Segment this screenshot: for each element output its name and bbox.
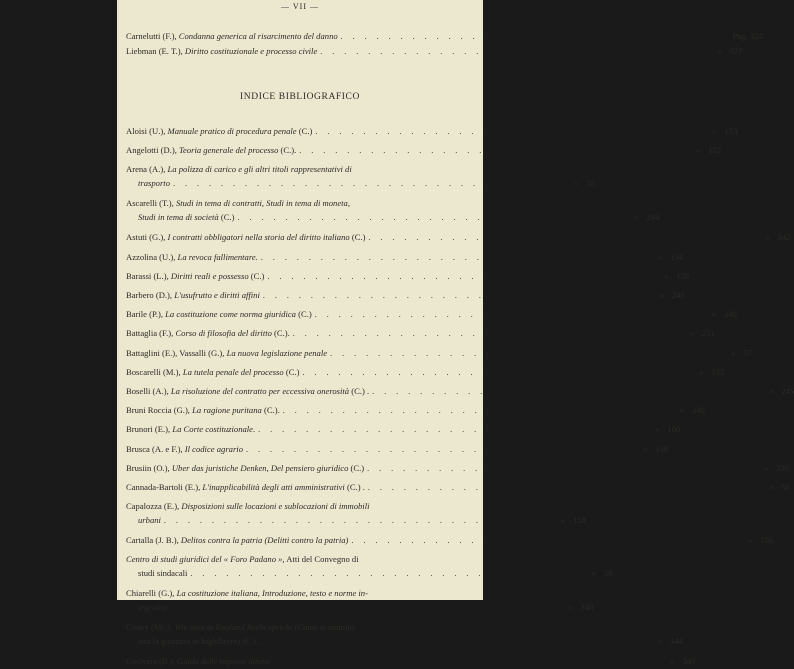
entry-author: Cocivera (B.), bbox=[126, 656, 178, 667]
entry-suffix: (C.) bbox=[348, 462, 365, 473]
ditto-mark: » bbox=[574, 178, 579, 189]
entry-title-rest: (Come si ammini- bbox=[292, 622, 358, 633]
bibliography-entry bbox=[126, 365, 725, 380]
bibliography-entry bbox=[126, 196, 660, 225]
entry-author: Capalozza (E.), bbox=[126, 501, 182, 512]
dot-leader: . . . . . . . . . . . . . . . . . . . . . . . . . . . . . . . . bbox=[315, 127, 694, 136]
entry-page-number: 57 bbox=[743, 347, 753, 358]
entry-page-number: 158 bbox=[573, 515, 586, 526]
entry-suffix: (C.). bbox=[278, 145, 297, 156]
bibliography-entry bbox=[126, 654, 696, 669]
entry-page-ref bbox=[636, 422, 680, 436]
entry-title: Disposizioni sulle locazioni e sublocazioni di immobili bbox=[181, 501, 370, 512]
entry-title: La costituzione come norma giuridica bbox=[165, 309, 296, 320]
entry-title-rest: Atti del Convegno di bbox=[284, 554, 359, 565]
entry-author: Barassi (L.), bbox=[126, 270, 171, 281]
ditto-mark: » bbox=[654, 424, 660, 435]
dot-leader: . . . . . . . . . . . . . . . . . . . . . . . . . . . . . . . . bbox=[302, 367, 681, 377]
entry-page-ref bbox=[639, 634, 683, 648]
entry-title-continued: tegrative bbox=[138, 602, 169, 613]
entry-suffix: (C.) . bbox=[349, 386, 370, 396]
entry-author: Chiarelli (G.), bbox=[126, 588, 177, 599]
entry-author: Angelotti (D.), bbox=[126, 145, 179, 156]
ditto-mark: » bbox=[748, 535, 753, 546]
entry-page-number: 153 bbox=[724, 126, 738, 136]
entry-page-number: 342 bbox=[777, 232, 791, 243]
entry-page-number: 55 bbox=[586, 178, 595, 189]
bibliography-entry bbox=[126, 162, 595, 191]
entry-title: L'usufrutto e diritti affini bbox=[174, 290, 260, 300]
entry-page-ref bbox=[746, 230, 790, 244]
entry-page-number: 160 bbox=[667, 424, 681, 435]
bibliography-entry bbox=[126, 346, 753, 361]
bibliography-entry bbox=[126, 403, 705, 418]
entry-page-number: 343 bbox=[682, 656, 696, 667]
bibliography-entry bbox=[126, 461, 790, 476]
entry-page-ref bbox=[542, 513, 586, 527]
entry-author: Barile (P.), bbox=[126, 309, 166, 320]
bibliography-entry bbox=[126, 480, 790, 495]
entry-page-ref bbox=[550, 600, 594, 614]
entry-page-number: 244 bbox=[646, 212, 660, 223]
dot-leader: . . . . . . . . . . . . . . . . . . . . . . . . . . . . . . . . bbox=[351, 536, 730, 546]
entry-page-number: 56 bbox=[781, 482, 790, 492]
entry-page-number: 155 bbox=[711, 366, 725, 377]
bibliography-entry bbox=[126, 44, 743, 59]
entry-author: Cleary (Mc.), bbox=[126, 622, 175, 633]
dot-leader: . . . . . . . . . . . . . . . . . . . . . . . . . . . . . . . . bbox=[292, 329, 671, 339]
entry-page-ref bbox=[680, 365, 724, 379]
entry-page-number: 251 bbox=[701, 328, 715, 339]
entry-page-number: 245 bbox=[781, 386, 794, 396]
entry-suffix: (C.) bbox=[218, 212, 235, 223]
ditto-mark: » bbox=[657, 251, 662, 262]
entry-author: Carnelutti (F.), bbox=[126, 31, 179, 41]
bibliography-entry bbox=[126, 307, 737, 322]
bibliography-entry bbox=[126, 384, 794, 399]
entry-suffix: (C.) bbox=[296, 126, 313, 136]
entry-author: Boselli (A.), bbox=[126, 386, 171, 396]
entry-page-number: 339 bbox=[776, 462, 790, 473]
dot-leader: . . . . . . . . . . . . . . . . . . . . . . . . . . . . . . . . bbox=[273, 657, 652, 667]
entry-page-ref bbox=[568, 566, 612, 580]
ditto-mark: » bbox=[664, 270, 669, 281]
entry-author: Brusca (A. e F.), bbox=[126, 443, 185, 454]
entry-page-number: 340 bbox=[580, 602, 594, 613]
entry-title: I contratti obbligatori nella storia del diritto italiano bbox=[167, 232, 350, 243]
entry-page-ref bbox=[708, 346, 752, 360]
book-page bbox=[117, 0, 794, 667]
entry-suffix: (C.) bbox=[283, 366, 300, 377]
entry-author: Arena (A.), bbox=[126, 164, 168, 175]
entry-author: Bruni Roccia (G.), bbox=[126, 405, 193, 416]
entry-page-ref bbox=[661, 403, 705, 417]
entry-page-number: 327 bbox=[729, 46, 743, 56]
entry-page-ref bbox=[698, 44, 742, 58]
dot-leader: . . . . . . . . . . . . . . . . . . . . . . . . . . . . . . . . bbox=[262, 291, 641, 300]
entry-page-number: 59 bbox=[603, 568, 613, 579]
ditto-mark: » bbox=[765, 232, 770, 243]
entry-title: Wie man in England Recht spricht bbox=[174, 622, 293, 633]
bibliography-entry bbox=[126, 499, 586, 528]
ditto-mark: » bbox=[689, 328, 694, 339]
entry-title: La costituzione italiana, Introduzione, testo e norme in- bbox=[176, 588, 368, 599]
dot-leader: . . . . . . . . . . . . . . . . . . . . . . . . . . . . . . . . bbox=[314, 310, 693, 320]
bibliography-entry bbox=[126, 552, 613, 581]
entry-title-continued: urbani bbox=[138, 515, 161, 526]
entry-author: Ascarelli (T.), bbox=[126, 198, 176, 209]
dot-leader: . . . . . . . . . . . . . . . . . . . . . . . . . . . . . . . . bbox=[340, 32, 719, 41]
bibliography-entry bbox=[126, 422, 681, 437]
dot-leader: . . . . . . . . . . . . . . . . . . . . . . . . . . . . . . . . bbox=[163, 516, 542, 526]
entry-page-ref bbox=[729, 533, 773, 547]
dot-leader: . . . . . . . . . . . . . . . . . . . . . . . . . . . . . . . . bbox=[372, 387, 751, 396]
entry-page-number: 158 bbox=[655, 443, 668, 454]
entry-page-ref bbox=[641, 288, 685, 302]
ditto-mark: » bbox=[712, 126, 717, 136]
entry-page-ref bbox=[652, 654, 696, 668]
entry-title: La polizza di carico e gli altri titoli rappresentativi di bbox=[167, 164, 352, 175]
entry-title: Manuale pratico di procedura penale bbox=[167, 126, 297, 136]
bibliography-entry bbox=[126, 586, 594, 615]
entry-title: La Corte costituzionale bbox=[172, 424, 254, 435]
entry-title: Uber das juristiche Denken, Del pensiero giuridico bbox=[171, 462, 349, 473]
entry-title: Il codice agrario bbox=[184, 443, 243, 454]
entry-page-ref bbox=[750, 384, 794, 398]
bibliography-entry bbox=[126, 29, 763, 44]
entry-suffix: . bbox=[255, 251, 258, 262]
entry-title: La revoca fallimentare bbox=[177, 251, 256, 262]
entry-suffix: (C.) . bbox=[344, 482, 365, 492]
dot-leader: . . . . . . . . . . . . . . . . . . . . . . . . . . . . . . . . bbox=[173, 179, 551, 189]
dot-leader: . . . . . . . . . . . . . . . . . . . . . . . . . . . . . . . . bbox=[330, 348, 709, 358]
entry-page-number: Pag. 324 bbox=[732, 31, 763, 41]
entry-title: Condanna generica al risarcimento del danno bbox=[178, 31, 338, 41]
entry-title: Centro di studi giuridici del « Foro Padano », bbox=[126, 554, 285, 565]
entry-title: Delitos contra la patria (Delitti contro la patria) bbox=[180, 535, 349, 546]
entry-author: Liebman (E. T.), bbox=[126, 46, 185, 56]
entry-author: Barbero (D.), bbox=[126, 290, 175, 300]
ditto-mark: » bbox=[642, 443, 648, 454]
entry-title: Diritti reali e possesso bbox=[170, 270, 249, 281]
entry-page-ref bbox=[693, 124, 737, 138]
ditto-mark: » bbox=[731, 347, 736, 358]
bibliography-entry bbox=[126, 269, 690, 284]
entry-title: La risoluzione del contratto per eccessiva onerosità bbox=[170, 386, 350, 396]
dot-leader: . . . . . . . . . . . . . . . . . . . . . . . . . . . . . . . . bbox=[267, 271, 646, 281]
dot-leader: . . . . . . . . . . . . . . . . . . . . . . . . . . . . . . . . bbox=[261, 637, 640, 647]
dot-leader: . . . . . . . . . . . . . . . . . . . . . . . . . . . . . . . . bbox=[260, 252, 639, 262]
entry-page-number: 340 bbox=[723, 309, 737, 320]
entry-author: Astuti (G.), bbox=[126, 232, 168, 243]
bibliography-entry bbox=[126, 288, 685, 303]
entry-author: Brunori (E.), bbox=[126, 424, 173, 435]
entry-title: Diritto costituzionale e processo civile bbox=[184, 46, 318, 56]
entry-author: Brusiin (O.), bbox=[126, 462, 172, 473]
entry-author: Battaglia (F.), bbox=[126, 328, 176, 339]
entry-title-continued: stra la giustizia in Inghilterra) (C.). bbox=[138, 636, 259, 647]
dot-leader: . . . . . . . . . . . . . . . . . . . . . . . . . . . . . . . . bbox=[299, 146, 678, 156]
ditto-mark: » bbox=[699, 366, 704, 377]
ditto-mark: » bbox=[769, 482, 774, 492]
entry-page-ref bbox=[719, 29, 763, 43]
entry-page-ref bbox=[624, 442, 668, 456]
ditto-mark: » bbox=[560, 515, 566, 526]
entry-page-number: 340 bbox=[691, 405, 705, 416]
dot-leader: . . . . . . . . . . . . . . . . . . . . . . . . . . . . . . . . bbox=[171, 603, 550, 613]
entry-author: Aloisi (U.), bbox=[126, 126, 168, 136]
entry-page-ref bbox=[745, 461, 789, 475]
entry-title: L'inapplicabilità degli atti amministrativi bbox=[202, 482, 345, 492]
entry-title: La tutela penale del processo bbox=[182, 366, 284, 377]
entry-title-continued: Studi in tema di società bbox=[138, 212, 219, 223]
page-number: — VII — bbox=[281, 2, 319, 11]
dot-leader: . . . . . . . . . . . . . . . . . . . . . . . . . . . . . . . . bbox=[367, 483, 746, 492]
ditto-mark: » bbox=[568, 602, 573, 613]
entry-title: La nuova legislazione penale bbox=[226, 347, 328, 358]
entry-page-ref bbox=[645, 269, 689, 283]
bibliography-entry bbox=[126, 620, 684, 649]
entry-page-ref bbox=[639, 250, 683, 264]
entry-page-ref bbox=[551, 176, 595, 190]
entry-title: La ragione puritana bbox=[192, 405, 262, 416]
entry-page-number: 156 bbox=[760, 535, 774, 546]
entry-title: Corso di filosofia del diritto bbox=[175, 328, 272, 339]
entry-title: Studi in tema di contratti, Studi in tema di moneta, bbox=[175, 198, 350, 209]
bibliography-entry bbox=[126, 124, 738, 139]
ditto-mark: » bbox=[634, 212, 639, 223]
bibliography-entry bbox=[126, 230, 791, 245]
entry-suffix: (C.). bbox=[271, 328, 290, 339]
entry-page-ref bbox=[677, 143, 721, 157]
dot-leader: . . . . . . . . . . . . . . . . . . . . . . . . . . . . . . . . bbox=[368, 233, 747, 243]
dot-leader: . . . . . . . . . . . . . . . . . . . . . . . . . . . . . . . . bbox=[190, 569, 569, 579]
entry-page-number: 344 bbox=[670, 636, 684, 647]
entry-title: Guida delle imposte dirette bbox=[177, 656, 271, 667]
entry-page-ref bbox=[671, 326, 715, 340]
ditto-mark: » bbox=[670, 656, 675, 667]
entry-page-ref bbox=[693, 307, 737, 321]
entry-page-ref bbox=[746, 480, 790, 494]
bibliography-entry bbox=[126, 326, 715, 341]
entry-title-continued: studi sindacali bbox=[138, 568, 188, 579]
ditto-mark: » bbox=[717, 46, 722, 56]
ditto-mark: » bbox=[763, 462, 769, 473]
ditto-mark: » bbox=[657, 636, 663, 647]
ditto-mark: » bbox=[711, 309, 716, 320]
bibliography-entry bbox=[126, 442, 668, 457]
entry-page-number: 154 bbox=[669, 251, 683, 262]
entry-title: Teoria generale del processo bbox=[179, 145, 279, 156]
dot-leader: . . . . . . . . . . . . . . . . . . . . . . . . . . . . . . . . bbox=[320, 47, 699, 56]
entry-suffix: (C.) bbox=[295, 309, 312, 320]
dot-leader: . . . . . . . . . . . . . . . . . . . . . . . . . . . . . . . . bbox=[282, 406, 661, 416]
bibliography-entry bbox=[126, 143, 722, 158]
entry-author: Boscarelli (M.), bbox=[126, 366, 183, 377]
bibliography-entry bbox=[126, 533, 774, 548]
ditto-mark: » bbox=[659, 290, 664, 300]
entry-page-ref bbox=[615, 210, 659, 224]
entry-author: Battaglini (E.), Vassalli (G.), bbox=[126, 347, 227, 358]
bibliography-entry bbox=[126, 250, 683, 265]
section-title: INDICE BIBLIOGRAFICO bbox=[240, 92, 360, 102]
entry-suffix: (C.) bbox=[349, 232, 366, 243]
entry-author: Azzolina (U.), bbox=[126, 251, 178, 262]
dot-leader: . . . . . . . . . . . . . . . . . . . . . . . . . . . . . . . . bbox=[258, 425, 637, 435]
entry-page-number: 245 bbox=[671, 290, 685, 300]
entry-page-number: 156 bbox=[676, 270, 690, 281]
entry-suffix: (C.) bbox=[248, 270, 265, 281]
dot-leader: . . . . . . . . . . . . . . . . . . . . . . . . . . . . . . . . bbox=[237, 213, 616, 223]
ditto-mark: » bbox=[696, 145, 701, 156]
entry-title-continued: trasporto bbox=[138, 178, 170, 189]
ditto-mark: » bbox=[679, 405, 684, 416]
entry-suffix: (C.). bbox=[261, 405, 280, 416]
ditto-mark: » bbox=[768, 386, 774, 396]
dot-leader: . . . . . . . . . . . . . . . . . . . . . . . . . . . . . . . . bbox=[367, 463, 746, 473]
ditto-mark: » bbox=[591, 568, 596, 579]
entry-page-number: 152 bbox=[708, 145, 722, 156]
entry-author: Cannada-Bartoli (E.), bbox=[126, 482, 203, 492]
entry-author: Cartalla (J. B.), bbox=[126, 535, 181, 546]
entry-suffix: . bbox=[253, 424, 256, 435]
dot-leader: . . . . . . . . . . . . . . . . . . . . . . . . . . . . . . . . bbox=[246, 444, 624, 454]
